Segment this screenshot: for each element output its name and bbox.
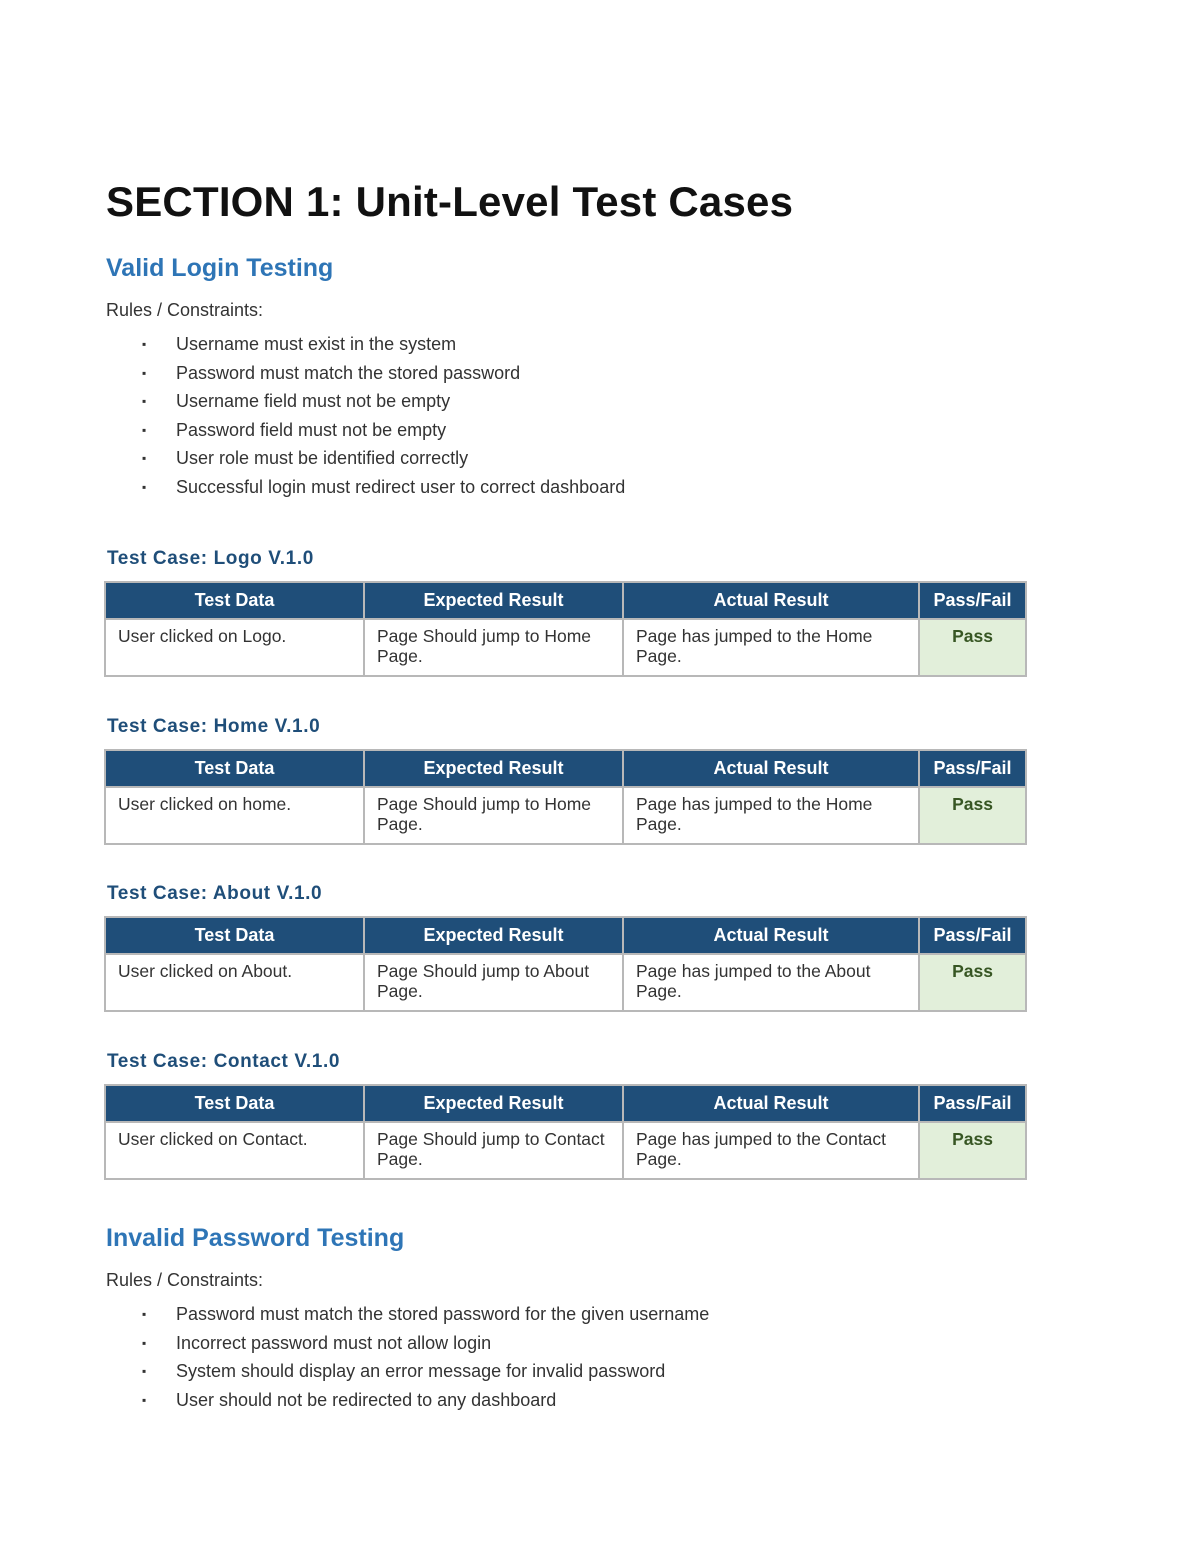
rule-item [106,444,625,473]
actual-result-cell: Page has jumped to the Contact Page. [623,1122,919,1179]
test-case-title-home: Test Case: Home V.1.0 [107,716,321,737]
column-header-actual-result: Actual Result [623,917,919,954]
rule-item [106,1357,709,1386]
pass-fail-cell: Pass [919,954,1026,1011]
table-header-row [105,1085,1026,1122]
rule-text: Password must match the stored password [176,362,521,383]
rule-item [106,1300,709,1329]
rule-text: System should display an error message for invalid password [176,1361,666,1382]
column-header-expected-result: Expected Result [364,1085,623,1122]
valid-login-rules-label: Rules / Constraints: [106,300,264,320]
invalid-password-rules-label: Rules / Constraints: [106,1270,264,1290]
column-header-pass-fail: Pass/Fail [919,917,1026,954]
test-case-table-contact [104,1084,1027,1180]
table-row [105,787,1026,844]
expected-result-cell: Page Should jump to Home Page. [364,619,623,676]
bullet-icon: ▪ [142,1335,147,1350]
table-row [105,1122,1026,1179]
valid-login-heading: Valid Login Testing [106,254,334,282]
test-case-table-home [104,749,1027,845]
test-data-cell: User clicked on Logo. [105,619,364,676]
actual-result-cell: Page has jumped to the Home Page. [623,787,919,844]
actual-result-cell: Page has jumped to the Home Page. [623,619,919,676]
bullet-icon: ▪ [142,1392,147,1407]
bullet-icon: ▪ [142,394,147,409]
column-header-test-data: Test Data [105,1085,364,1122]
table-header-row [105,917,1026,954]
bullet-icon: ▪ [142,1364,147,1379]
column-header-test-data: Test Data [105,582,364,619]
actual-result-cell: Page has jumped to the About Page. [623,954,919,1011]
pass-fail-cell: Pass [919,619,1026,676]
expected-result-cell: Page Should jump to Home Page. [364,787,623,844]
rule-text: User should not be redirected to any dashboard [176,1389,557,1410]
column-header-pass-fail: Pass/Fail [919,582,1026,619]
expected-result-cell: Page Should jump to About Page. [364,954,623,1011]
rule-item [106,1329,709,1358]
table-header-row [105,582,1026,619]
pass-fail-cell: Pass [919,787,1026,844]
test-data-cell: User clicked on About. [105,954,364,1011]
bullet-icon: ▪ [142,337,147,351]
column-header-expected-result: Expected Result [364,750,623,787]
test-case-title-contact: Test Case: Contact V.1.0 [107,1051,340,1072]
column-header-actual-result: Actual Result [623,582,919,619]
table-row [105,954,1026,1011]
test-case-title-logo: Test Case: Logo V.1.0 [107,548,314,569]
invalid-password-rules-list [106,1300,709,1414]
bullet-icon: ▪ [142,422,147,437]
rule-item [106,416,625,445]
bullet-icon: ▪ [142,365,147,380]
rule-item [106,473,625,502]
column-header-actual-result: Actual Result [623,1085,919,1122]
bullet-icon: ▪ [142,451,147,466]
column-header-test-data: Test Data [105,750,364,787]
valid-login-rules-list [106,330,625,502]
invalid-password-heading: Invalid Password Testing [106,1224,405,1252]
rule-text: Username field must not be empty [176,391,451,412]
table-row [105,619,1026,676]
table-header-row [105,750,1026,787]
test-data-cell: User clicked on Contact. [105,1122,364,1179]
expected-result-cell: Page Should jump to Contact Page. [364,1122,623,1179]
rule-text: Username must exist in the system [176,334,457,354]
rule-text: Incorrect password must not allow login [176,1332,492,1353]
column-header-expected-result: Expected Result [364,582,623,619]
rule-text: Password must match the stored password for the given username [176,1304,710,1324]
test-data-cell: User clicked on home. [105,787,364,844]
column-header-pass-fail: Pass/Fail [919,1085,1026,1122]
rule-text: Password field must not be empty [176,419,447,440]
pass-fail-cell: Pass [919,1122,1026,1179]
column-header-expected-result: Expected Result [364,917,623,954]
rule-item [106,387,625,416]
column-header-test-data: Test Data [105,917,364,954]
rule-item [106,1386,709,1415]
column-header-actual-result: Actual Result [623,750,919,787]
rule-text: Successful login must redirect user to correct dashboard [176,476,626,497]
column-header-pass-fail: Pass/Fail [919,750,1026,787]
test-case-title-about: Test Case: About V.1.0 [107,883,323,904]
test-case-table-logo [104,581,1027,677]
rule-item [106,330,625,359]
rule-text: User role must be identified correctly [176,448,469,469]
section-title: SECTION 1: Unit-Level Test Cases [106,178,794,225]
bullet-icon: ▪ [142,1307,147,1321]
bullet-icon: ▪ [142,479,147,494]
rule-item [106,359,625,388]
test-case-table-about [104,916,1027,1012]
